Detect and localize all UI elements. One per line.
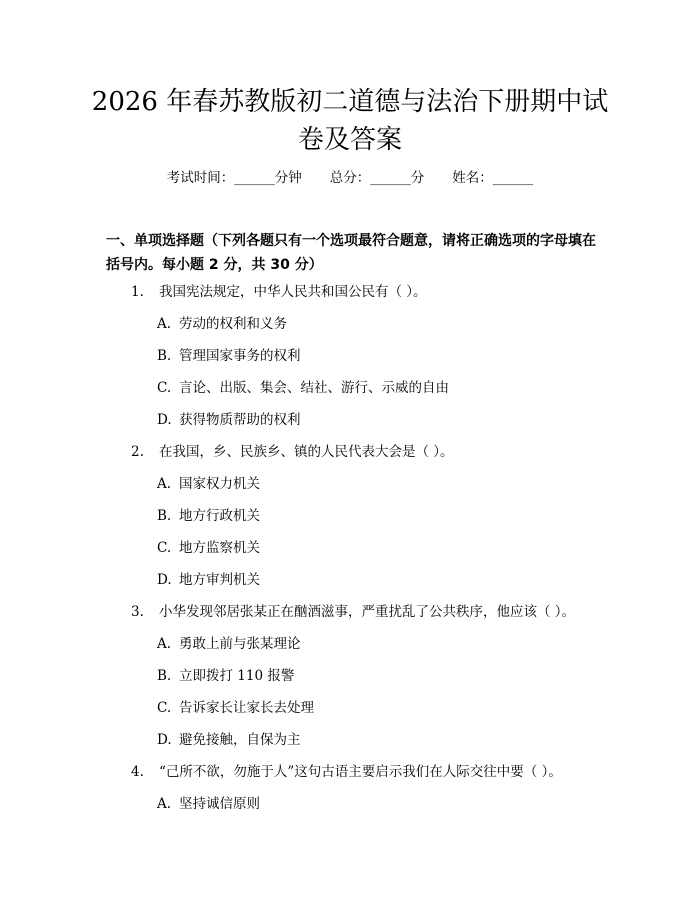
option-2b [157,506,260,526]
exam-time-field: 考试时间：______分钟 [166,170,302,186]
question-number: 3. [131,604,144,620]
option-letter: D. [157,572,172,588]
option-3d [157,730,301,750]
option-text: 国家权力机关 [179,476,260,492]
total-score-field: 总分：______分 [329,170,425,186]
option-letter: C. [157,380,172,396]
option-4a [157,794,260,814]
question-text: 小华发现邻居张某正在酗酒滋事，严重扰乱了公共秩序，他应该（ ）。 [159,604,576,620]
option-3a [157,634,301,654]
option-3c [157,698,314,718]
option-text: 劳动的权利和义务 [179,316,287,332]
option-text: 言论、出版、集会、结社、游行、示威的自由 [179,380,449,396]
question-1 [131,282,427,302]
option-text: 地方审判机关 [179,572,260,588]
option-text: 获得物质帮助的权利 [179,412,301,428]
option-letter: A. [157,316,172,332]
question-4 [131,762,562,782]
option-letter: A. [157,476,172,492]
option-2d [157,570,260,590]
option-text: 立即拨打 110 报警 [179,668,295,684]
option-letter: D. [157,412,172,428]
option-letter: C. [157,540,172,556]
question-3 [131,602,575,622]
question-number: 2. [131,444,144,460]
option-text: 勇敢上前与张某理论 [179,636,301,652]
exam-meta [0,168,700,188]
question-number: 4. [131,764,144,780]
option-letter: B. [157,668,172,684]
question-text: 在我国，乡、民族乡、镇的人民代表大会是（ ）。 [159,444,454,460]
question-2 [131,442,454,462]
option-letter: B. [157,508,172,524]
option-text: 告诉家长让家长去处理 [179,700,314,716]
option-text: 避免接触，自保为主 [179,732,301,748]
exam-title-line2: 卷及答案 [297,125,402,155]
question-number: 1. [131,284,144,300]
option-text: 地方行政机关 [179,508,260,524]
student-name-field: 姓名：______ [452,170,534,186]
question-text: “己所不欲，勿施于人”这句古语主要启示我们在人际交往中要（ ）。 [159,764,562,780]
option-letter: C. [157,700,172,716]
option-3b [157,666,294,686]
option-1a [157,314,287,334]
section-heading: 一、单项选择题（下列各题只有一个选项最符合题意，请将正确选项的字母填在括号内。每小题 2 分，共 30 分） [106,233,596,273]
option-text: 管理国家事务的权利 [179,348,301,364]
option-letter: A. [157,636,172,652]
option-letter: A. [157,796,172,812]
option-letter: B. [157,348,172,364]
option-text: 坚持诚信原则 [179,796,260,812]
option-1c [157,378,449,398]
option-letter: D. [157,732,172,748]
option-2a [157,474,260,494]
option-1b [157,346,301,366]
option-1d [157,410,301,430]
exam-title-line1: 2026 年春苏教版初二道德与法治下册期中试 [91,87,609,117]
option-text: 地方监察机关 [179,540,260,556]
option-2c [157,538,260,558]
question-text: 我国宪法规定，中华人民共和国公民有（ ）。 [159,284,427,300]
